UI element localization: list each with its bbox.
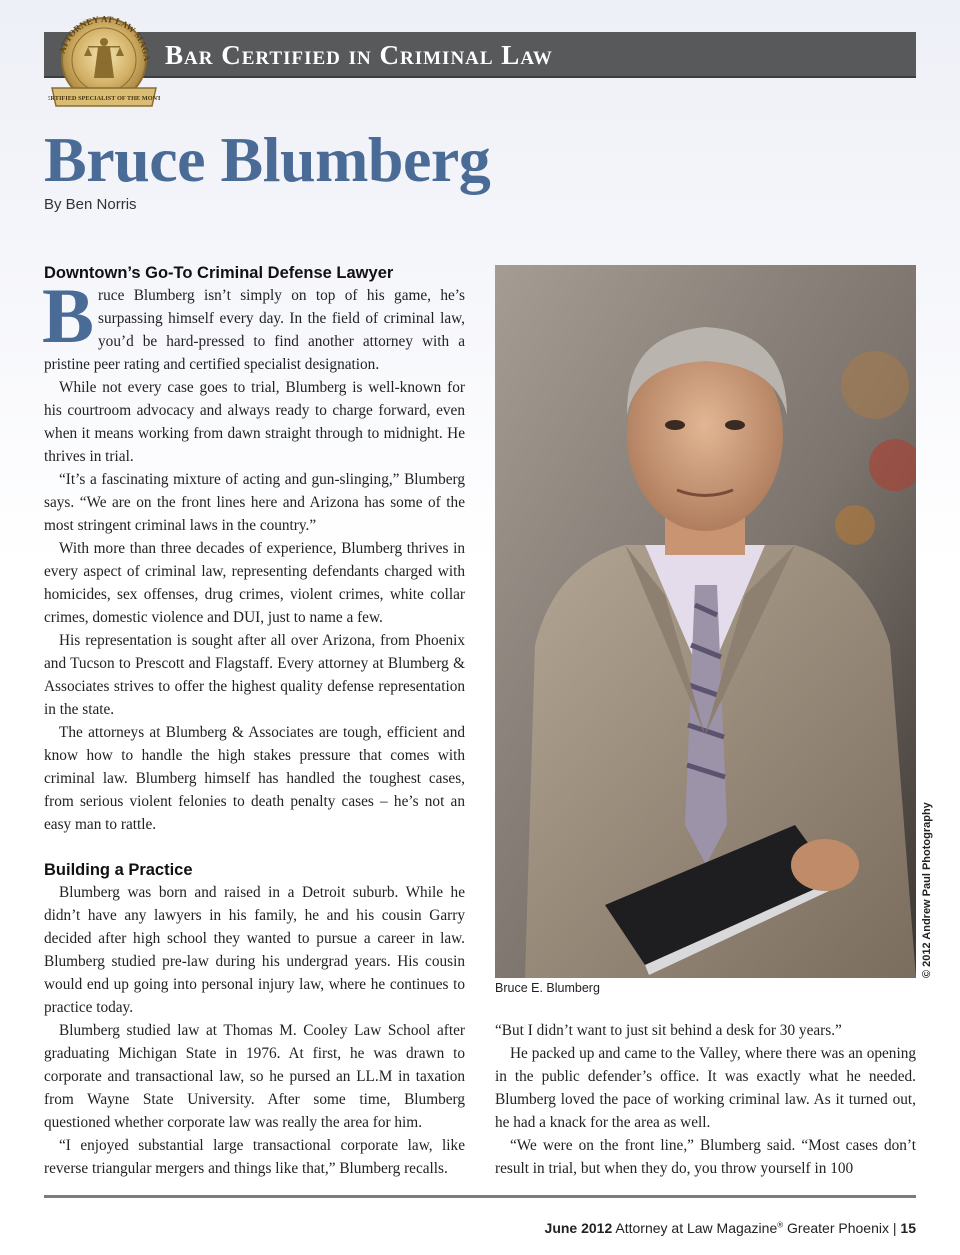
certified-specialist-seal-icon	[48, 16, 160, 116]
footer-magazine: Attorney at Law Magazine	[615, 1220, 778, 1236]
body-paragraph: Blumberg was born and raised in a Detroit suburb. While he didn’t have any lawyers in his family, he and his cousin Garry decided after high school they wanted to pursue a career in law. Blumberg studied pre-law during his undergrad years. His cousin would end up going into personal injury law, where he continues to practice today.	[44, 884, 465, 1016]
portrait-photo	[495, 265, 916, 978]
footer-edition: Greater Phoenix	[787, 1220, 889, 1236]
photo-credit: © 2012 Andrew Paul Photography	[921, 802, 933, 978]
seal-bottom-text: ERTIFIED SPECIALIST OF THE MONT	[48, 95, 160, 102]
seal-top-text: ATTORNEY AT LAW MAGA	[56, 16, 153, 62]
banner-title: Bar Certified in Criminal Law	[165, 40, 553, 70]
footer-page-number: 15	[900, 1220, 916, 1236]
drop-cap: B	[42, 272, 95, 359]
body-paragraph: Blumberg studied law at Thomas M. Cooley Law School after graduating Michigan State in 1976. At first, he was drawn to corporate and transactional law, so he pursed an LL.M in taxation from Wayne State University. After some time, Blumberg questioned whether corporate law was really the area for him.	[44, 1022, 465, 1131]
right-column	[495, 1019, 916, 1180]
footer-issue: June 2012	[544, 1220, 613, 1236]
photo-caption: Bruce E. Blumberg	[495, 981, 600, 995]
page-footer	[545, 1220, 916, 1236]
footer-separator: |	[892, 1220, 897, 1236]
lead-paragraph-text: ruce Blumberg isn’t simply on top of his game, he’s surpassing himself every day. In the field of criminal law, you’d be hard-pressed to find another attorney with a pristine peer rating and certified specialist designation.	[44, 287, 465, 373]
body-paragraph: “We were on the front line,” Blumberg said. “Most cases don’t result in trial, but when they do, you throw yourself in 100	[495, 1137, 916, 1177]
section-heading: Building a Practice	[44, 861, 193, 879]
left-column	[44, 262, 465, 1180]
body-paragraph: “I enjoyed substantial large transactional corporate law, like reverse triangular mergers and things like that,” Blumberg recalls.	[44, 1137, 465, 1177]
section-heading: Downtown’s Go-To Criminal Defense Lawyer	[44, 264, 394, 282]
body-paragraph: “But I didn’t want to just sit behind a desk for 30 years.”	[495, 1022, 842, 1039]
body-paragraph: With more than three decades of experience, Blumberg thrives in every aspect of criminal law, representing defendants charged with homicides, sex offenses, drug crimes, violent crimes, white collar crimes, domestic violence and DUI, just to name a few.	[44, 540, 465, 626]
body-paragraph: He packed up and came to the Valley, where there was an opening in the public defender’s office. It was exactly what he needed. Blumberg loved the pace of working criminal law. As it turned out, he had a knack for the area as well.	[495, 1045, 916, 1131]
body-paragraph: His representation is sought after all over Arizona, from Phoenix and Tucson to Prescott and Flagstaff. Every attorney at Blumberg & Associates strives to offer the highest quality defense representation in the state.	[44, 632, 465, 718]
article-byline: By Ben Norris	[44, 196, 137, 213]
body-paragraph: “It’s a fascinating mixture of acting and gun-slinging,” Blumberg says. “We are on the front lines here and Arizona has some of the most stringent criminal laws in the country.”	[44, 471, 465, 534]
body-paragraph: The attorneys at Blumberg & Associates are tough, efficient and know how to handle the high stakes pressure that comes with criminal law. Blumberg himself has handled the toughest cases, from serious violent felonies to death penalty cases – he’s not an easy man to rattle.	[44, 724, 465, 833]
article-headline: Bruce Blumberg	[44, 124, 491, 195]
footer-registered-mark: ®	[777, 1220, 784, 1230]
footer-rule	[44, 1195, 916, 1198]
body-paragraph: While not every case goes to trial, Blumberg is well-known for his courtroom advocacy and always ready to charge forward, even when it means working from dawn straight through to midnight. He thrives in trial.	[44, 379, 465, 465]
